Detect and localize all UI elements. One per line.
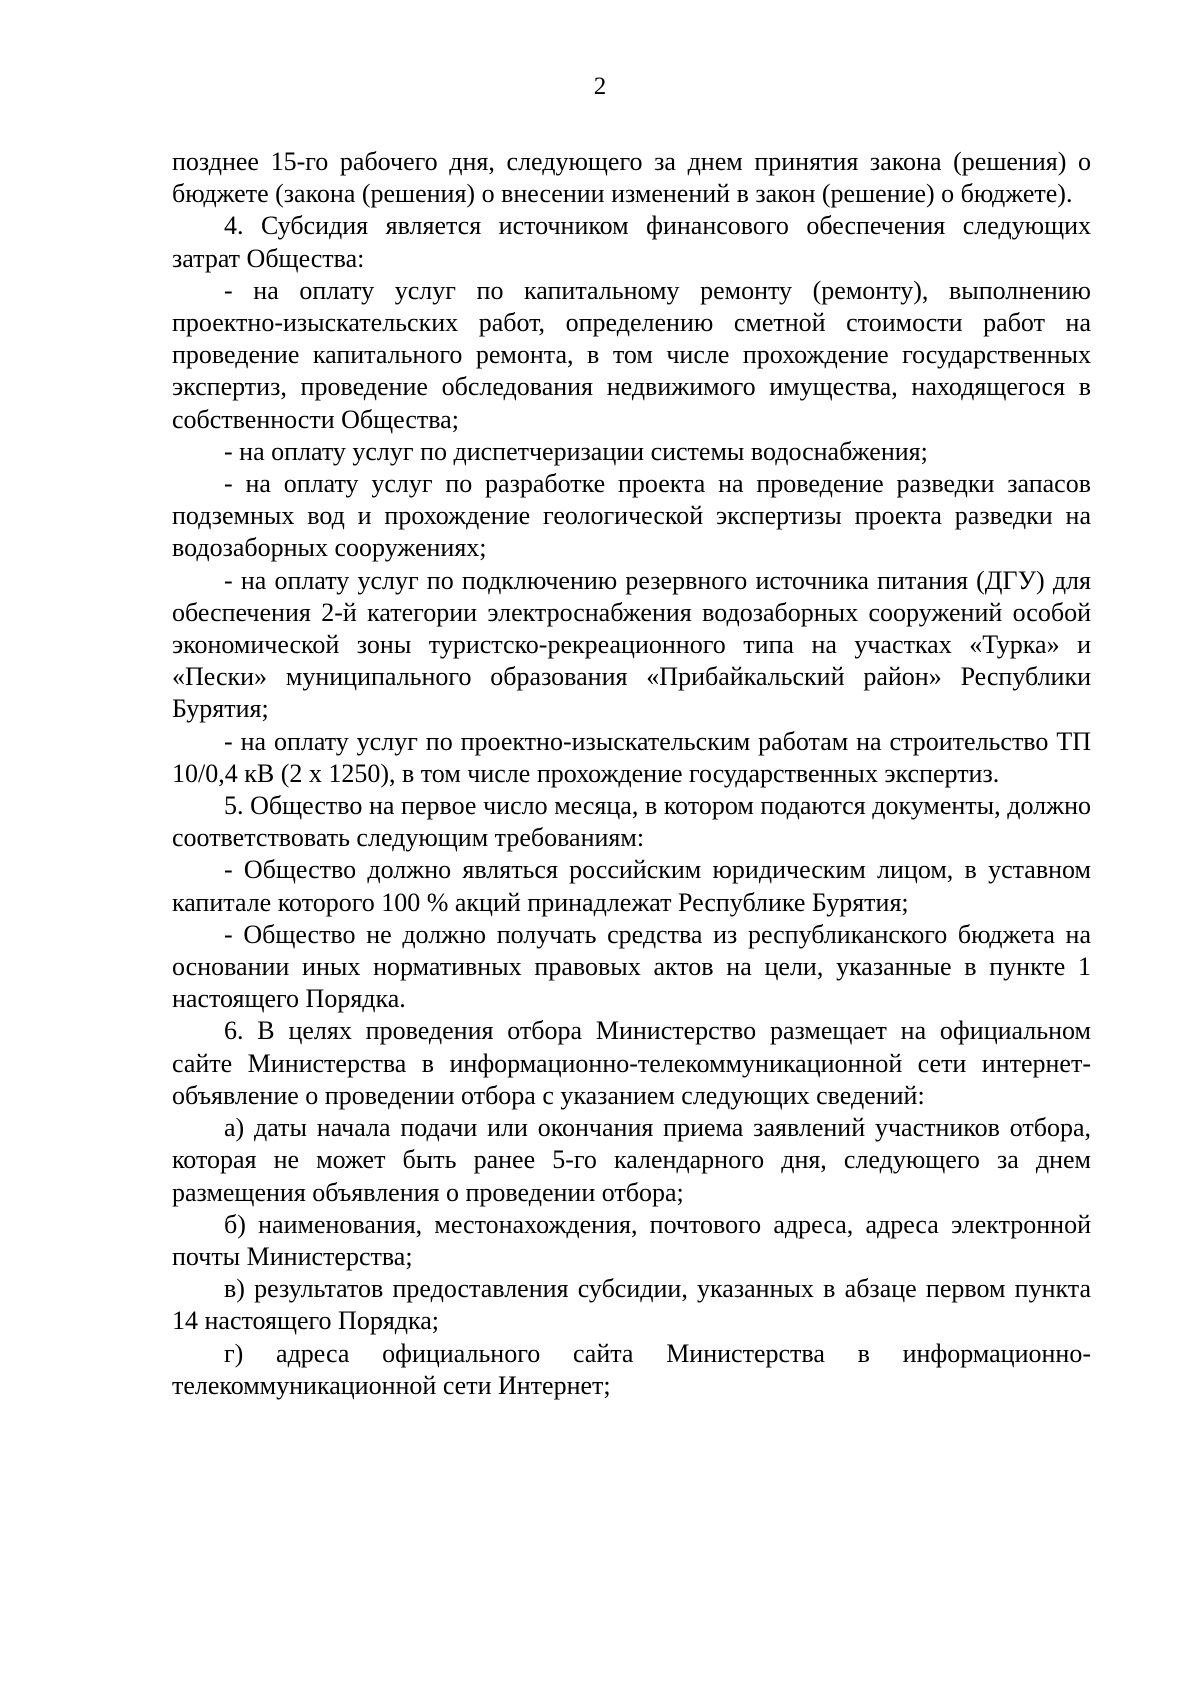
list-item-a: а) даты начала подачи или окончания приема заявлений участников отбора, которая не может быть ранее 5-го календарного дня, следующего за днем размещения объявления о проведении отбора;: [172, 1113, 1091, 1207]
list-item-substation-design: - на оплату услуг по проектно-изыскательским работам на строительство ТП 10/0,4 кВ (2 х 1250), в том числе прохождение государственных экспертиз.: [172, 726, 1091, 788]
list-item-dispatching: - на оплату услуг по диспетчеризации системы водоснабжения;: [224, 436, 928, 466]
list-item-g: г) адреса официального сайта Министерства в информационно-телекоммуникационной сети Интернет;: [172, 1338, 1091, 1400]
list-item-capital-repair: - на оплату услуг по капитальному ремонту (ремонту), выполнению проектно-изыскательских работ, определению сметной стоимости работ на проведение капитального ремонта, в том числе прохождение государственных экспертиз, проведение обследования недвижимого имущества, находящегося в собственности Общества;: [172, 275, 1091, 434]
list-item-groundwater-survey: - на оплату услуг по разработке проекта на проведение разведки запасов подземных вод и прохождение геологической экспертизы проекта разведки на водозаборных сооружениях;: [172, 469, 1091, 563]
list-item-legal-entity: - Общество должно являться российским юридическим лицом, в уставном капитале которого 100 % акций принадлежат Республике Бурятия;: [172, 855, 1091, 917]
list-item-b: б) наименования, местонахождения, почтового адреса, адреса электронной почты Министерства;: [172, 1209, 1091, 1271]
list-item-backup-power: - на оплату услуг по подключению резервного источника питания (ДГУ) для обеспечения 2-й категории электроснабжения водозаборных сооружений особой экономической зоны туристско-рекреационного типа на участках «Турка» и «Пески» муниципального образования «Прибайкальский район» Республики Бурятия;: [172, 565, 1091, 724]
document-body: [172, 146, 1091, 1402]
paragraph-item-5: 5. Общество на первое число месяца, в котором подаются документы, должно соответствовать следующим требованиям:: [172, 791, 1091, 853]
paragraph-item-6: 6. В целях проведения отбора Министерство размещает на официальном сайте Министерства в информационно-телекоммуникационной сети интернет-объявление о проведении отбора с указанием следующих сведений:: [172, 1016, 1091, 1110]
page-number: 2: [593, 73, 607, 100]
list-item-v: в) результатов предоставления субсидии, указанных в абзаце первом пункта 14 настоящего Порядка;: [172, 1274, 1091, 1336]
paragraph-continuation: позднее 15-го рабочего дня, следующего за днем принятия закона (решения) о бюджете (закона (решения) о внесении изменений в закон (решение) о бюджете).: [172, 147, 1091, 209]
list-item-no-other-funds: - Общество не должно получать средства из республиканского бюджета на основании иных нормативных правовых актов на цели, указанные в пункте 1 настоящего Порядка.: [172, 919, 1091, 1014]
paragraph-item-4: 4. Субсидия является источником финансового обеспечения следующих затрат Общества:: [172, 211, 1091, 273]
